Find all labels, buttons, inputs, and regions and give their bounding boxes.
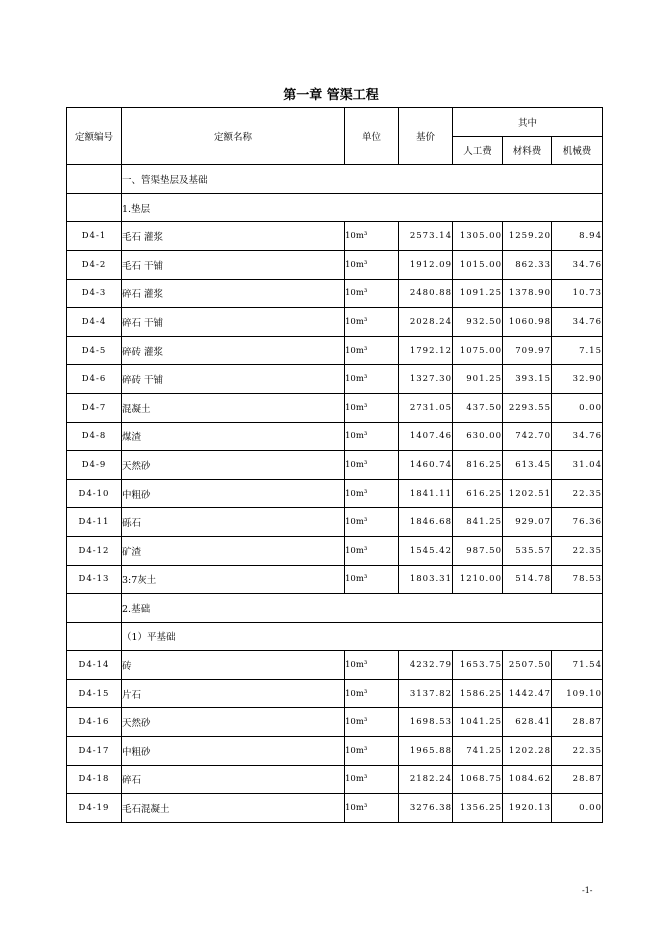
quota-machine-cost: 34.76 — [552, 308, 603, 337]
quota-material-cost: 1920.13 — [503, 794, 552, 823]
quota-material-cost: 1202.51 — [503, 479, 552, 508]
subsection-row — [67, 622, 603, 651]
quota-machine-cost: 71.54 — [552, 651, 603, 680]
quota-name: 中粗砂 — [122, 737, 345, 766]
header-unit: 单位 — [345, 108, 399, 165]
quota-base-price: 1407.46 — [399, 422, 453, 451]
quota-code: D4-18 — [67, 765, 122, 794]
quota-base-price: 2028.24 — [399, 308, 453, 337]
quota-machine-cost: 22.35 — [552, 536, 603, 565]
quota-machine-cost: 76.36 — [552, 508, 603, 537]
quota-labor-cost: 1210.00 — [453, 565, 503, 594]
quota-code: D4-4 — [67, 308, 122, 337]
subsection-title: 2.基础 — [122, 594, 603, 623]
section-title: 一、管渠垫层及基础 — [122, 165, 603, 194]
quota-material-cost: 1084.62 — [503, 765, 552, 794]
quota-labor-cost: 437.50 — [453, 393, 503, 422]
quota-machine-cost: 109.10 — [552, 679, 603, 708]
page-number: -1- — [582, 886, 593, 895]
table-row — [67, 508, 603, 537]
table-row — [67, 708, 603, 737]
quota-material-cost: 2507.50 — [503, 651, 552, 680]
table-row — [67, 451, 603, 480]
quota-unit: 10m³ — [345, 222, 399, 251]
quota-code: D4-5 — [67, 336, 122, 365]
quota-material-cost: 1259.20 — [503, 222, 552, 251]
quota-base-price: 1698.53 — [399, 708, 453, 737]
quota-unit: 10m³ — [345, 250, 399, 279]
quota-unit: 10m³ — [345, 365, 399, 394]
quota-name: 3:7灰土 — [122, 565, 345, 594]
subsection-title: （1）平基础 — [122, 622, 603, 651]
quota-machine-cost: 7.15 — [552, 336, 603, 365]
quota-machine-cost: 22.35 — [552, 479, 603, 508]
quota-labor-cost: 987.50 — [453, 536, 503, 565]
quota-machine-cost: 78.53 — [552, 565, 603, 594]
quota-base-price: 1460.74 — [399, 451, 453, 480]
quota-labor-cost: 1068.75 — [453, 765, 503, 794]
quota-machine-cost: 34.76 — [552, 422, 603, 451]
quota-code: D4-7 — [67, 393, 122, 422]
quota-labor-cost: 932.50 — [453, 308, 503, 337]
quota-base-price: 1841.11 — [399, 479, 453, 508]
quota-material-cost: 535.57 — [503, 536, 552, 565]
quota-material-cost: 929.07 — [503, 508, 552, 537]
table-row — [67, 679, 603, 708]
section-row — [67, 165, 603, 194]
quota-labor-cost: 1075.00 — [453, 336, 503, 365]
page-title: 第一章 管渠工程 — [283, 88, 379, 103]
quota-name: 片石 — [122, 679, 345, 708]
quota-base-price: 1803.31 — [399, 565, 453, 594]
table-row — [67, 479, 603, 508]
quota-name: 中粗砂 — [122, 479, 345, 508]
quota-machine-cost: 28.87 — [552, 708, 603, 737]
quota-code: D4-14 — [67, 651, 122, 680]
quota-labor-cost: 816.25 — [453, 451, 503, 480]
quota-base-price: 4232.79 — [399, 651, 453, 680]
quota-unit: 10m³ — [345, 708, 399, 737]
quota-labor-cost: 1356.25 — [453, 794, 503, 823]
quota-base-price: 1327.30 — [399, 365, 453, 394]
quota-name: 混凝土 — [122, 393, 345, 422]
header-material: 材料费 — [503, 136, 552, 165]
quota-material-cost: 1442.47 — [503, 679, 552, 708]
table-row — [67, 222, 603, 251]
quota-code: D4-16 — [67, 708, 122, 737]
quota-name: 天然砂 — [122, 708, 345, 737]
quota-name: 天然砂 — [122, 451, 345, 480]
quota-unit: 10m³ — [345, 565, 399, 594]
quota-code: D4-11 — [67, 508, 122, 537]
quota-unit: 10m³ — [345, 765, 399, 794]
quota-base-price: 2731.05 — [399, 393, 453, 422]
quota-labor-cost: 1015.00 — [453, 250, 503, 279]
quota-table — [66, 107, 603, 823]
quota-labor-cost: 1586.25 — [453, 679, 503, 708]
quota-base-price: 2182.24 — [399, 765, 453, 794]
quota-material-cost: 862.33 — [503, 250, 552, 279]
header-among: 其中 — [453, 108, 603, 137]
quota-code: D4-10 — [67, 479, 122, 508]
table-row — [67, 422, 603, 451]
subsection-row — [67, 594, 603, 623]
quota-code: D4-15 — [67, 679, 122, 708]
quota-material-cost: 2293.55 — [503, 393, 552, 422]
quota-machine-cost: 28.87 — [552, 765, 603, 794]
table-row — [67, 765, 603, 794]
quota-base-price: 1792.12 — [399, 336, 453, 365]
quota-labor-cost: 616.25 — [453, 479, 503, 508]
quota-name: 毛石 灌浆 — [122, 222, 345, 251]
table-row — [67, 279, 603, 308]
quota-base-price: 3276.38 — [399, 794, 453, 823]
table-row — [67, 536, 603, 565]
quota-labor-cost: 630.00 — [453, 422, 503, 451]
quota-code: D4-13 — [67, 565, 122, 594]
header-labor: 人工费 — [453, 136, 503, 165]
quota-name: 碎砖 灌浆 — [122, 336, 345, 365]
quota-name: 碎石 灌浆 — [122, 279, 345, 308]
quota-code: D4-12 — [67, 536, 122, 565]
table-row — [67, 794, 603, 823]
table-row — [67, 336, 603, 365]
quota-unit: 10m³ — [345, 479, 399, 508]
quota-labor-cost: 1305.00 — [453, 222, 503, 251]
header-machine: 机械费 — [552, 136, 603, 165]
quota-machine-cost: 34.76 — [552, 250, 603, 279]
subsection-row — [67, 193, 603, 222]
quota-name: 煤渣 — [122, 422, 345, 451]
quota-material-cost: 628.41 — [503, 708, 552, 737]
table-row — [67, 393, 603, 422]
quota-machine-cost: 32.90 — [552, 365, 603, 394]
quota-machine-cost: 8.94 — [552, 222, 603, 251]
quota-base-price: 1965.88 — [399, 737, 453, 766]
quota-labor-cost: 901.25 — [453, 365, 503, 394]
quota-name: 矿渣 — [122, 536, 345, 565]
table-row — [67, 565, 603, 594]
quota-code: D4-9 — [67, 451, 122, 480]
quota-unit: 10m³ — [345, 393, 399, 422]
quota-base-price: 2480.88 — [399, 279, 453, 308]
quota-code: D4-19 — [67, 794, 122, 823]
quota-name: 碎石 干铺 — [122, 308, 345, 337]
header-name: 定额名称 — [122, 108, 345, 165]
subsection-title: 1.垫层 — [122, 193, 603, 222]
quota-code: D4-2 — [67, 250, 122, 279]
quota-material-cost: 1378.90 — [503, 279, 552, 308]
quota-machine-cost: 0.00 — [552, 393, 603, 422]
quota-material-cost: 514.78 — [503, 565, 552, 594]
quota-unit: 10m³ — [345, 422, 399, 451]
quota-unit: 10m³ — [345, 451, 399, 480]
table-row — [67, 365, 603, 394]
quota-machine-cost: 10.73 — [552, 279, 603, 308]
quota-labor-cost: 1091.25 — [453, 279, 503, 308]
quota-unit: 10m³ — [345, 508, 399, 537]
quota-unit: 10m³ — [345, 279, 399, 308]
quota-machine-cost: 22.35 — [552, 737, 603, 766]
quota-material-cost: 393.15 — [503, 365, 552, 394]
table-row — [67, 308, 603, 337]
quota-name: 砾石 — [122, 508, 345, 537]
quota-material-cost: 709.97 — [503, 336, 552, 365]
quota-name: 砖 — [122, 651, 345, 680]
table-row — [67, 250, 603, 279]
quota-base-price: 1912.09 — [399, 250, 453, 279]
quota-code: D4-8 — [67, 422, 122, 451]
quota-unit: 10m³ — [345, 679, 399, 708]
header-code: 定额编号 — [67, 108, 122, 165]
quota-unit: 10m³ — [345, 536, 399, 565]
quota-name: 毛石 干铺 — [122, 250, 345, 279]
quota-base-price: 1545.42 — [399, 536, 453, 565]
quota-machine-cost: 0.00 — [552, 794, 603, 823]
quota-base-price: 2573.14 — [399, 222, 453, 251]
quota-name: 碎砖 干铺 — [122, 365, 345, 394]
quota-unit: 10m³ — [345, 651, 399, 680]
table-row — [67, 737, 603, 766]
quota-material-cost: 1202.28 — [503, 737, 552, 766]
quota-labor-cost: 1041.25 — [453, 708, 503, 737]
quota-name: 毛石混凝土 — [122, 794, 345, 823]
quota-unit: 10m³ — [345, 336, 399, 365]
table-row — [67, 651, 603, 680]
quota-code: D4-17 — [67, 737, 122, 766]
quota-labor-cost: 1653.75 — [453, 651, 503, 680]
quota-material-cost: 1060.98 — [503, 308, 552, 337]
quota-labor-cost: 841.25 — [453, 508, 503, 537]
quota-material-cost: 613.45 — [503, 451, 552, 480]
quota-machine-cost: 31.04 — [552, 451, 603, 480]
quota-unit: 10m³ — [345, 308, 399, 337]
quota-code: D4-6 — [67, 365, 122, 394]
quota-code: D4-3 — [67, 279, 122, 308]
quota-code: D4-1 — [67, 222, 122, 251]
quota-material-cost: 742.70 — [503, 422, 552, 451]
quota-name: 碎石 — [122, 765, 345, 794]
quota-base-price: 1846.68 — [399, 508, 453, 537]
quota-base-price: 3137.82 — [399, 679, 453, 708]
quota-unit: 10m³ — [345, 794, 399, 823]
quota-unit: 10m³ — [345, 737, 399, 766]
quota-labor-cost: 741.25 — [453, 737, 503, 766]
header-base-price: 基价 — [399, 108, 453, 165]
